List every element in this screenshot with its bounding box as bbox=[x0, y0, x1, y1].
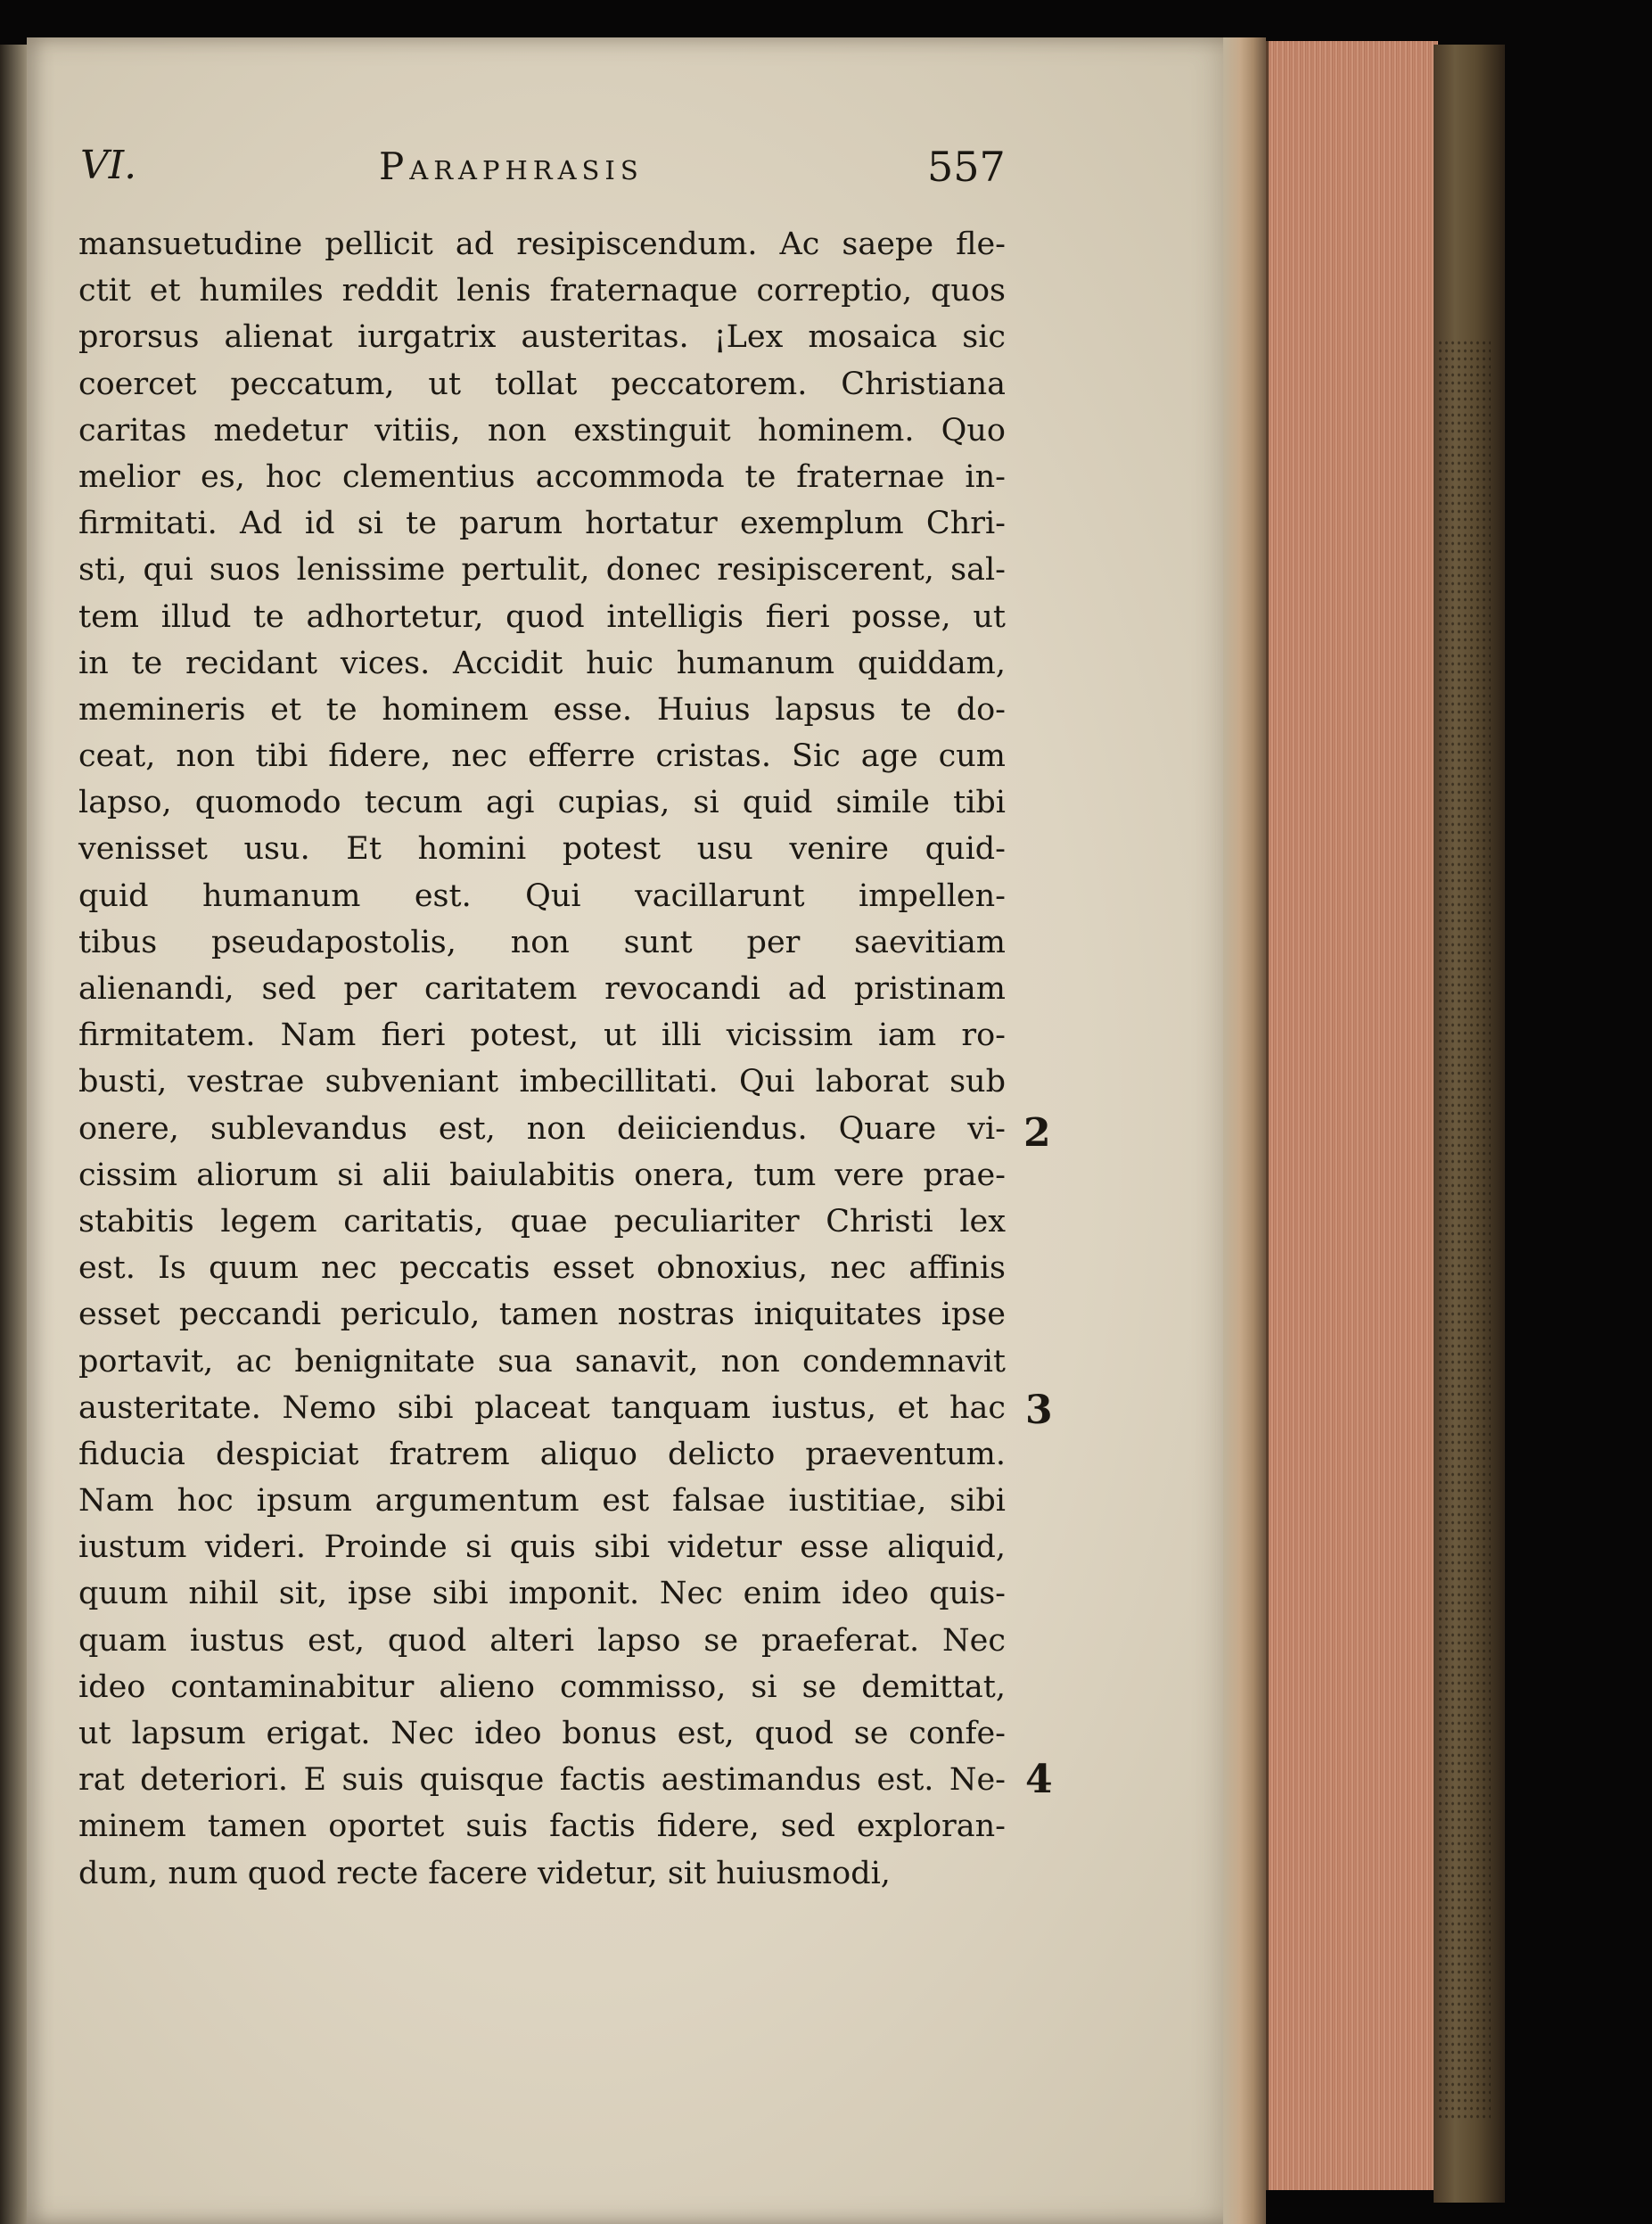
text-line: firmitatem. Nam fieri potest, ut illi vicissim iam ro- bbox=[78, 1017, 1006, 1054]
running-head-chapter: VI. bbox=[80, 143, 137, 188]
text-line: ideo contaminabitur alieno commisso, si se demittat, bbox=[78, 1668, 1006, 1705]
marginal-verse-number: 2 bbox=[1023, 1110, 1051, 1156]
page-fold bbox=[1223, 37, 1266, 2224]
text-line: dum, num quod recte facere videtur, sit huiusmodi, bbox=[78, 1855, 891, 1891]
page-number: 557 bbox=[927, 143, 1006, 191]
text-line: prorsus alienat iurgatrix austeritas. ¡Lex mosaica sic bbox=[78, 319, 1006, 356]
text-line: busti, vestrae subveniant imbecillitati. Qui laborat sub bbox=[78, 1064, 1006, 1100]
body-text bbox=[78, 221, 1006, 1897]
text-line: esset peccandi periculo, tamen nostras iniquitates ipse bbox=[78, 1297, 1006, 1333]
text-line: melior es, hoc clementius accommoda te fraternae in- bbox=[78, 458, 1006, 495]
text-line: tem illud te adhortetur, quod intelligis fieri posse, ut bbox=[78, 598, 1006, 635]
text-line: ut lapsum erigat. Nec ideo bonus est, quod se confe- bbox=[78, 1716, 1006, 1751]
text-line: est. Is quum nec peccatis esset obnoxius, nec affinis bbox=[78, 1250, 1006, 1287]
text-line: stabitis legem caritatis, quae peculiariter Christi lex bbox=[78, 1203, 1006, 1240]
text-line: venisset usu. Et homini potest usu venire quid- bbox=[78, 831, 1006, 868]
marginal-verse-number: 4 bbox=[1025, 1757, 1053, 1802]
text-line: austeritate. Nemo sibi placeat tanquam iustus, et hac bbox=[78, 1389, 1006, 1426]
text-line: Nam hoc ipsum argumentum est falsae iustitiae, sibi bbox=[78, 1483, 1006, 1520]
text-line: tibus pseudapostolis, non sunt per saevitiam bbox=[78, 924, 1006, 960]
text-line: iustum videri. Proinde si quis sibi videtur esse aliquid, bbox=[78, 1529, 1006, 1566]
text-line: mansuetudine pellicit ad resipiscendum. Ac saepe fle- bbox=[78, 227, 1006, 262]
text-line: onere, sublevandus est, non deiiciendus. Quare vi- bbox=[78, 1110, 1006, 1147]
text-line: in te recidant vices. Accidit huic humanum quiddam, bbox=[78, 645, 1006, 681]
text-line: cissim aliorum si alii baiulabitis onera, tum vere prae- bbox=[78, 1157, 1006, 1193]
text-line: ctit et humiles reddit lenis fraternaque correptio, quos bbox=[78, 273, 1006, 309]
text-line: memineris et te hominem esse. Huius lapsus te do- bbox=[78, 691, 1006, 728]
text-line: fiducia despiciat fratrem aliquo delicto praeventum. bbox=[78, 1436, 1006, 1472]
text-line: rat deteriori. E suis quisque factis aestimandus est. Ne- bbox=[78, 1762, 1006, 1799]
text-line: quam iustus est, quod alteri lapso se praeferat. Nec bbox=[78, 1622, 1006, 1659]
text-line: firmitati. Ad id si te parum hortatur exemplum Chri- bbox=[78, 506, 1006, 542]
page-edges bbox=[1266, 41, 1438, 2190]
text-line: quum nihil sit, ipse sibi imponit. Nec enim ideo quis- bbox=[78, 1576, 1006, 1612]
text-line: minem tamen oportet suis factis fidere, sed exploran- bbox=[78, 1808, 1006, 1845]
running-head-title: Paraphrasis bbox=[379, 144, 644, 188]
cover-texture bbox=[1437, 339, 1491, 2122]
text-line: coercet peccatum, ut tollat peccatorem. Christiana bbox=[78, 366, 1006, 402]
text-line: portavit, ac benignitate sua sanavit, non condemnavit bbox=[78, 1343, 1006, 1380]
text-line: lapso, quomodo tecum agi cupias, si quid simile tibi bbox=[78, 785, 1006, 821]
text-line: alienandi, sed per caritatem revocandi ad pristinam bbox=[78, 971, 1006, 1007]
text-line: ceat, non tibi fidere, nec efferre cristas. Sic age cum bbox=[78, 738, 1006, 775]
marginal-verse-number: 3 bbox=[1025, 1388, 1053, 1433]
text-line: caritas medetur vitiis, non exstinguit hominem. Quo bbox=[78, 412, 1006, 449]
text-line: quid humanum est. Qui vacillarunt impellen- bbox=[78, 877, 1006, 914]
text-line: sti, qui suos lenissime pertulit, donec resipiscerent, sal- bbox=[78, 552, 1006, 589]
